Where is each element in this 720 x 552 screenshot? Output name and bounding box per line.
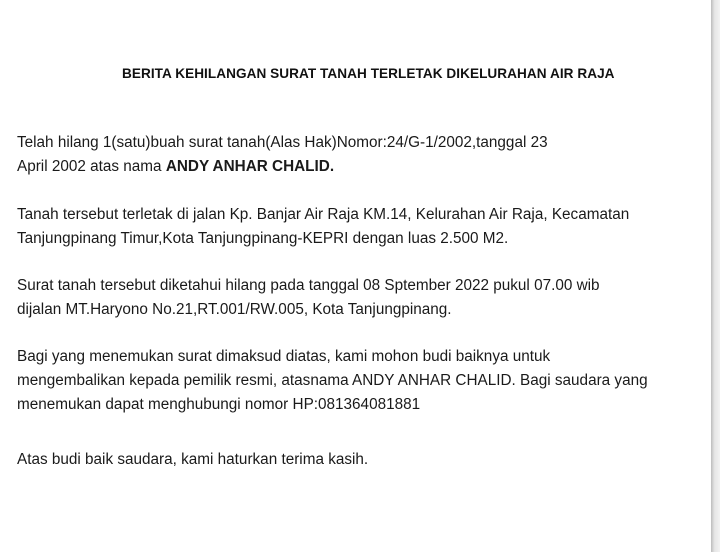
page-edge-shadow <box>711 0 720 552</box>
paragraph-line: Surat tanah tersebut diketahui hilang pada tanggal 08 Sptember 2022 pukul 07.00 wib <box>17 277 600 294</box>
paragraph-line: menemukan dapat menghubungi nomor HP:081364081881 <box>17 396 421 413</box>
paragraph-closing <box>17 448 707 472</box>
paragraph-line: mengembalikan kepada pemilik resmi, atasnama ANDY ANHAR CHALID. Bagi saudara yang <box>17 372 648 389</box>
paragraph-line: Atas budi baik saudara, kami haturkan terima kasih. <box>17 451 369 468</box>
owner-name: ANDY ANHAR CHALID. <box>165 158 335 175</box>
paragraph-loss-details <box>17 274 707 322</box>
paragraph-contact-request <box>17 345 707 417</box>
paragraph-line <box>17 155 707 179</box>
paragraph-land-location <box>17 203 707 251</box>
owner-prefix-text: April 2002 atas nama <box>17 158 166 175</box>
paragraph-line: Tanjungpinang Timur,Kota Tanjungpinang-KEPRI dengan luas 2.500 M2. <box>17 230 509 247</box>
paragraph-loss-notice <box>17 131 707 179</box>
document-title: BERITA KEHILANGAN SURAT TANAH TERLETAK DIKELURAHAN AIR RAJA <box>122 66 615 81</box>
paragraph-line: Telah hilang 1(satu)buah surat tanah(Alas Hak)Nomor:24/G-1/2002,tanggal 23 <box>17 134 548 151</box>
paragraph-line: dijalan MT.Haryono No.21,RT.001/RW.005, Kota Tanjungpinang. <box>17 301 452 318</box>
paragraph-line: Tanah tersebut terletak di jalan Kp. Banjar Air Raja KM.14, Kelurahan Air Raja, Kecamatan <box>17 206 630 223</box>
paragraph-line: Bagi yang menemukan surat dimaksud diatas, kami mohon budi baiknya untuk <box>17 348 551 365</box>
